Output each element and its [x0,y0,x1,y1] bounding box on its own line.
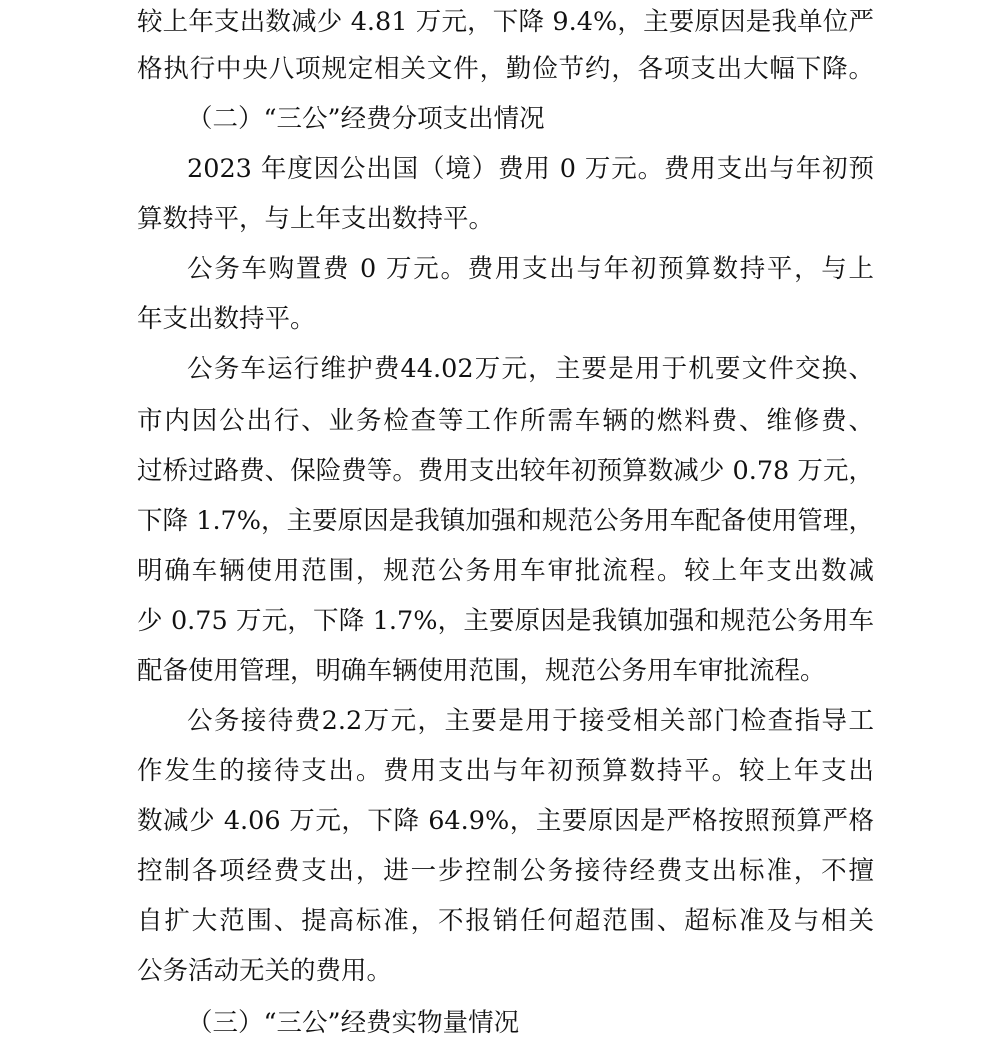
text-line: 公务车运行维护费44.02万元，主要是用于机要文件交换、 [187,354,874,384]
text-line: 市内因公出行、业务检查等工作所需车辆的燃料费、维修费、 [137,406,874,436]
text-line: 自扩大范围、提高标准，不报销任何超范围、超标准及与相关 [137,906,874,936]
section-heading: （二）“三公”经费分项支出情况 [187,104,545,134]
text-line: 公务接待费2.2万元，主要是用于接受相关部门检查指导工 [187,706,874,736]
text-line: 公务车购置费 0 万元。费用支出与年初预算数持平，与上 [187,254,874,284]
text-line: 作发生的接待支出。费用支出与年初预算数持平。较上年支出 [137,756,874,786]
text-line: 2023 年度因公出国（境）费用 0 万元。费用支出与年初预 [187,154,874,184]
text-line: 格执行中央八项规定相关文件，勤俭节约，各项支出大幅下降。 [137,54,874,84]
text-line: 算数持平，与上年支出数持平。 [137,204,495,234]
text-line: 控制各项经费支出，进一步控制公务接待经费支出标准，不擅 [137,856,874,886]
text-line: 年支出数持平。 [137,304,316,334]
text-line: 公务活动无关的费用。 [137,956,393,986]
text-line: 明确车辆使用范围，规范公务用车审批流程。较上年支出数减 [137,556,874,586]
text-line: 较上年支出数减少 4.81 万元，下降 9.4%，主要原因是我单位严 [137,7,874,37]
section-heading: （三）“三公”经费实物量情况 [187,1008,520,1038]
text-line: 配备使用管理，明确车辆使用范围，规范公务用车审批流程。 [137,656,826,686]
text-line: 少 0.75 万元，下降 1.7%，主要原因是我镇加强和规范公务用车 [137,606,874,636]
text-line: 过桥过路费、保险费等。费用支出较年初预算数减少 0.78 万元， [137,456,874,486]
text-line: 数减少 4.06 万元，下降 64.9%，主要原因是严格按照预算严格 [137,806,874,836]
text-line: 下降 1.7%，主要原因是我镇加强和规范公务用车配备使用管理， [137,506,874,536]
